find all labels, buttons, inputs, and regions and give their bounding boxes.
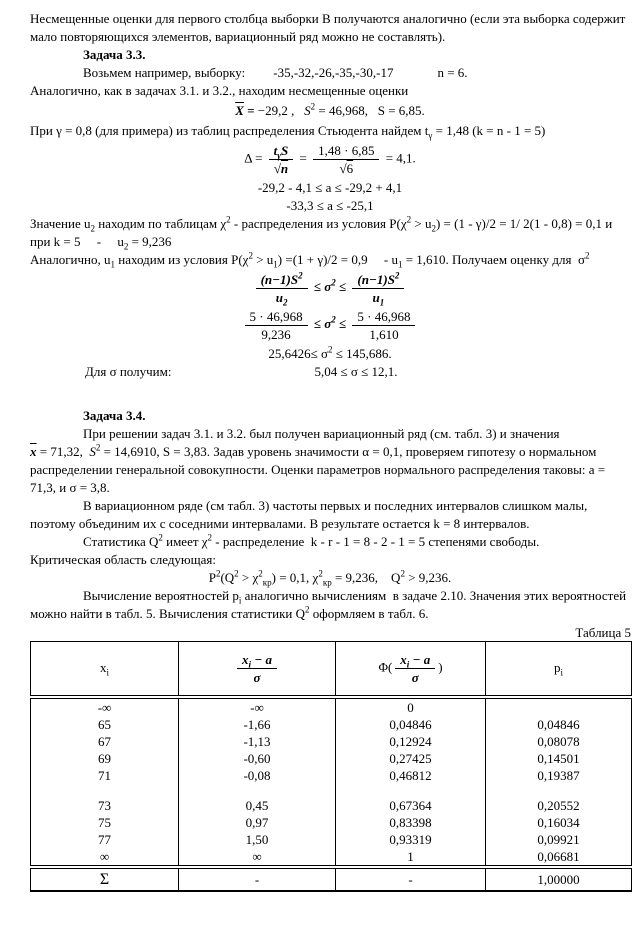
phi-suffix: ) [438, 659, 443, 675]
u2-paragraph: Значение $u_2$ находим по таблицам $\chi^2$ - распределения из условия $P(\chi^2 > u_2) = (1 - \gamma)/2 = 1/$ 2(1 - 0,8) = 0,1 и при k = 5 - $u_2 = 9,236$ [30, 214, 613, 252]
table-cell: 0,16034 [486, 814, 632, 831]
table-cell: 75 [31, 814, 179, 831]
critical-region-formula: $P^2(Q^2 > \chi^2_{кр}) = 0,1$, $\chi^2_{кр} = 9,236$, $Q^2 > 9,236$. [208, 568, 452, 588]
table5-body [31, 697, 632, 867]
table-cell: 73 [31, 797, 179, 814]
table-cell: ∞ [31, 848, 179, 867]
gamma-line: При γ = 0,8 (для примера) из таблиц распределения Стьюдента найдем $t_\gamma = 1,48$ (k = n - 1 = 5) [30, 123, 546, 141]
table-cell: -1,66 [179, 716, 336, 733]
table-cell: 0 [336, 697, 486, 716]
table-row [31, 716, 632, 733]
task-3-4-p5: Вычисление вероятностей $p_i$ аналогично вычислениям в задаче 2.10. Значения этих вероятностей можно найти в табл. 5. Вычисления статистики $Q^2$ оформляем в табл. 6. [30, 588, 627, 621]
phi-prefix: Φ( [378, 659, 393, 675]
fraction-ns2-u1: $\frac{(n-1)S^2}{u_1}$ [349, 271, 407, 306]
inequality-a-2: -33,3 ≤ a ≤ -25,1 [286, 198, 374, 213]
sigma-final-value: 5,04 ≤ σ ≤ 12,1. [314, 364, 398, 379]
table-cell: 0,97 [179, 814, 336, 831]
table-cell: 77 [31, 831, 179, 848]
inequality-a-1: -29,2 - 4,1 ≤ a ≤ -29,2 + 4,1 [257, 180, 403, 195]
task-3-4-heading: Задача 3.4. [83, 408, 146, 423]
sigma-values-mid: ≤ $\sigma^2$ ≤ [313, 315, 347, 332]
formula-delta [30, 142, 630, 177]
delta-equals: = [299, 150, 307, 166]
fraction-xi-a-sigma: $\frac{x_i - a}{\sigma}$ [234, 651, 280, 686]
table-row [31, 784, 632, 797]
table-cell: 0,27425 [336, 750, 486, 767]
table-cell: 0,93319 [336, 831, 486, 848]
col-header-phi [336, 642, 486, 697]
formula-estimates: $\overline{X} = -29,2$ , $S^2 = 46,968$, S = 6,85. [235, 101, 425, 118]
table-cell: 0,08078 [486, 733, 632, 750]
fraction-t-gamma-s: $\frac{t_\gamma S}{√n}$ [266, 142, 297, 177]
table-cell: -1,13 [179, 733, 336, 750]
table-cell: -∞ [179, 697, 336, 716]
fraction-values-right: $\frac{5 \cdot 46,968}{1,610}$ [349, 308, 418, 343]
table-row [31, 697, 632, 716]
table-cell: 0,46812 [336, 767, 486, 784]
intro-paragraph: Несмещенные оценки для первого столбца выборки В получаются аналогично (если эта выборка содержит мало повторяющихся элементов, вариационный ряд можно не составлять). [30, 11, 626, 44]
table-cell: 67 [31, 733, 179, 750]
table-cell: 0,06681 [486, 848, 632, 867]
sum-cell-4: 1,00000 [486, 867, 632, 891]
fraction-delta-numbers: $\frac{1,48 \cdot 6,85}{√6}$ [310, 142, 382, 177]
table-cell: 71 [31, 767, 179, 784]
formula-sigma-bounds [30, 271, 630, 306]
analog-line: Аналогично, как в задачах 3.1. и 3.2., находим несмещенные оценки [30, 83, 409, 98]
table-row [31, 797, 632, 814]
table-cell [31, 784, 179, 797]
table-cell [179, 784, 336, 797]
table-row [31, 767, 632, 784]
col-header-standardized [179, 642, 336, 697]
table-cell: 0,04846 [486, 716, 632, 733]
table-cell: -∞ [31, 697, 179, 716]
table-cell: 0,19387 [486, 767, 632, 784]
sample-values: -35,-32,-26,-35,-30,-17 [273, 65, 394, 80]
sum-cell-3: - [336, 867, 486, 891]
sample-line [30, 64, 630, 82]
table-row [31, 733, 632, 750]
table-cell: 69 [31, 750, 179, 767]
table-cell: 0,83398 [336, 814, 486, 831]
fraction-phi-arg: $\frac{x_i - a}{\sigma}$ [392, 651, 438, 686]
table-cell [486, 784, 632, 797]
table-cell: 0,09921 [486, 831, 632, 848]
sample-label: Возьмем например, выборку: [83, 65, 246, 80]
task-3-4-p1a: При решении задач 3.1. и 3.2. был получен вариационный ряд (см. табл. 3) и значения [83, 426, 560, 441]
table-cell: 0,20552 [486, 797, 632, 814]
table-cell: -0,08 [179, 767, 336, 784]
table-row [31, 831, 632, 848]
table-sum-row [31, 867, 632, 891]
table-header-row [31, 642, 632, 697]
table-cell: 0,45 [179, 797, 336, 814]
table-cell: 0,04846 [336, 716, 486, 733]
table-cell: 0,14501 [486, 750, 632, 767]
table-row [31, 848, 632, 867]
table-cell: ∞ [179, 848, 336, 867]
table-cell: -0,60 [179, 750, 336, 767]
table-row [31, 750, 632, 767]
delta-result: = 4,1. [385, 150, 416, 166]
formula-sigma-values [30, 308, 630, 343]
sum-symbol-cell: Σ [31, 867, 179, 891]
sigma-squared-result: $25,6426\le \sigma^2 \le 145,686$. [268, 344, 392, 361]
table-row [31, 814, 632, 831]
table-cell [486, 697, 632, 716]
u1-paragraph: Аналогично, $u_1$ находим из условия $P(\chi^2 > u_1) =(1 + \gamma)/2 = 0,9$ - $u_1 = 1,610$. Получаем оценку для $\sigma^2$ [30, 250, 590, 270]
sigma-bounds-mid: ≤ $\sigma^2$ ≤ [313, 278, 347, 295]
table-cell: 1,50 [179, 831, 336, 848]
delta-lhs: Δ = [244, 150, 263, 166]
table-cell: 0,67364 [336, 797, 486, 814]
table-caption: Таблица 5 [575, 625, 631, 640]
table-cell: 65 [31, 716, 179, 733]
task-3-4-p3: Статистика $Q^2$ имеет $\chi^2$ - распределение k - r - 1 = 8 - 2 - 1 = 5 степенями свободы. [83, 532, 540, 549]
table-5 [30, 641, 632, 892]
task-3-3-heading: Задача 3.3. [83, 47, 146, 62]
table-cell: 1 [336, 848, 486, 867]
table-cell: 0,12924 [336, 733, 486, 750]
task-3-4-p4: Критическая область следующая: [30, 552, 217, 567]
col-header-xi: $x_i$ [31, 642, 179, 697]
table-cell [336, 784, 486, 797]
sigma-final-line [30, 363, 630, 381]
fraction-values-left: $\frac{5 \cdot 46,968}{9,236}$ [242, 308, 311, 343]
sum-cell-2: - [179, 867, 336, 891]
sigma-final-label: Для σ получим: [85, 364, 172, 379]
sample-size: n = 6. [437, 65, 468, 80]
task-3-4-p2: В вариационном ряде (см табл. 3) частоты первых и последних интервалов слишком малы, поэтому объединим их с соседними интервалами. В результате остается k = 8 интервалов. [30, 498, 588, 531]
col-header-pi: $p_i$ [486, 642, 632, 697]
fraction-ns2-u2: $\frac{(n-1)S^2}{u_2}$ [253, 271, 311, 306]
task-3-4-p1b: $\overline{x} = 71,32$, $S^2 = 14,6910$, S = 3,83. Задав уровень значимости α = 0,1, проверяем гипотезу о нормальном распределении генеральной совокупности. Оценки параметров нормального распределения таковы: a = 71,3, и σ = 3,8. [30, 442, 606, 495]
